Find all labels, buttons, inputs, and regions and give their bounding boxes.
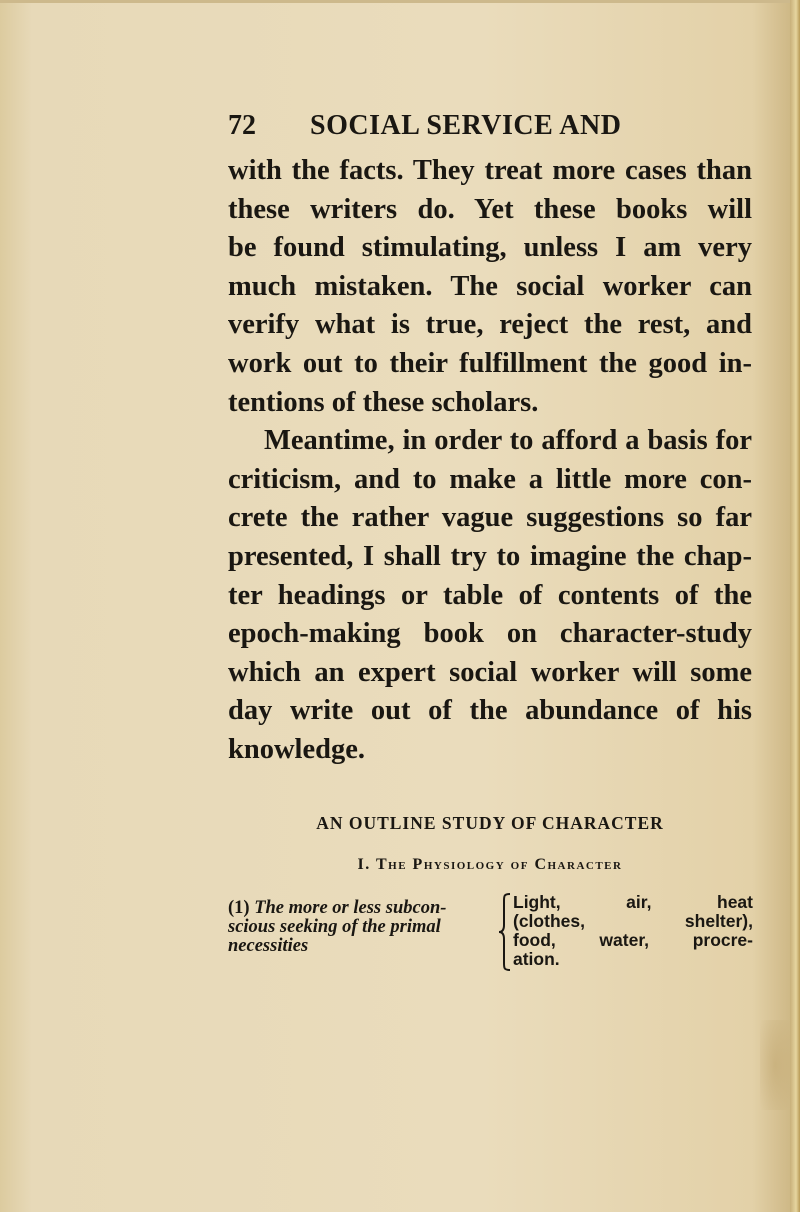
outline-item-detail (513, 893, 753, 969)
text-line: be found stimulating, unless I am very (228, 232, 752, 264)
section-heading-text: I. The Physiology of Character (357, 856, 623, 873)
item-text-line: The more or less subcon- (254, 898, 447, 918)
outline-title: AN OUTLINE STUDY OF CHARACTER (316, 813, 664, 833)
detail-line: (clothes, shelter), (513, 911, 753, 931)
outline-item-label (228, 899, 500, 956)
text-line: much mistaken. The social worker can (228, 270, 752, 302)
text-line: presented, I shall try to imagine the chap- (228, 540, 752, 572)
item-text-line: scious seeking of the primal (228, 917, 441, 937)
top-edge (0, 0, 800, 3)
text-line: day write out of the abundance of his (228, 695, 752, 727)
brace-icon (498, 893, 512, 971)
text-line: criticism, and to make a little more con- (228, 463, 752, 495)
outline-section-heading (228, 856, 752, 874)
text-line: epoch-making book on character-study (228, 618, 752, 650)
text-line: crete the rather vague suggestions so far (228, 502, 752, 534)
text-line: tentions of these scholars. (228, 386, 539, 418)
text-line: ter headings or table of contents of the (228, 579, 752, 611)
paper-stain (760, 1020, 790, 1110)
detail-line: ation. (513, 949, 560, 969)
item-number: (1) (228, 898, 250, 918)
text-line: which an expert social worker will some (228, 656, 752, 688)
page-edge (790, 0, 800, 1212)
body-text (228, 152, 752, 770)
item-text-line: necessities (228, 936, 309, 956)
running-head (228, 110, 748, 150)
page-number: 72 (228, 110, 256, 141)
text-line: Meantime, in order to afford a basis for (264, 425, 752, 457)
text-line: these writers do. Yet these books will (228, 193, 752, 225)
text-line: with the facts. They treat more cases than (228, 155, 752, 186)
detail-line: Light, air, heat (513, 892, 753, 912)
text-line: knowledge. (228, 733, 365, 765)
text-line: verify what is true, reject the rest, and (228, 309, 752, 341)
detail-line: food, water, procre- (513, 930, 753, 950)
running-head-title: SOCIAL SERVICE AND (310, 110, 622, 141)
outline-item (228, 893, 752, 973)
text-line: work out to their fulfillment the good in- (228, 347, 752, 379)
